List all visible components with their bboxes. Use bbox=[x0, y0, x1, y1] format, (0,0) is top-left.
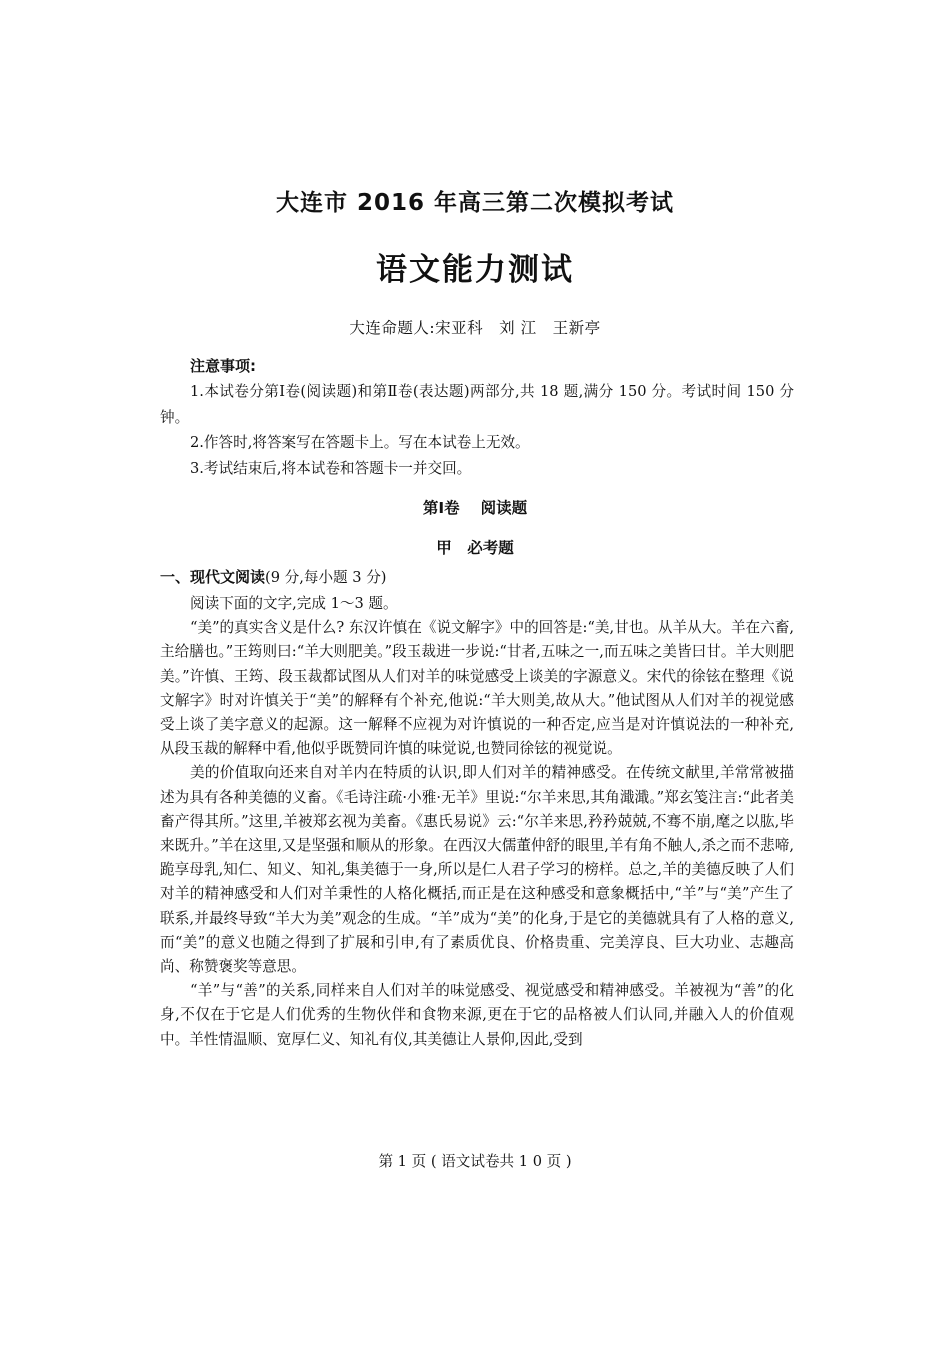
passage-paragraph: “羊”与“善”的关系,同样来自人们对羊的味觉感受、视觉感受和精神感受。羊被视为“善”的化身,不仅在于它是人们优秀的生物伙伴和食物来源,更在于它的品格被人们认同,并融入人的价值观中。羊性情温顺、宽厚仁义、知礼有仪,其美德让人景仰,因此,受到 bbox=[160, 982, 794, 1048]
question-label: 一、现代文阅读 bbox=[160, 568, 266, 586]
notice-list bbox=[160, 379, 794, 481]
passage bbox=[160, 592, 794, 1052]
notice-item: 1.本试卷分第Ⅰ卷(阅读题)和第Ⅱ卷(表达题)两部分,共 18 题,满分 150 分。考试时间 150 分钟。 bbox=[160, 383, 794, 426]
question-instruction: 阅读下面的文字,完成 1～3 题。 bbox=[190, 595, 398, 612]
notice-heading: 注意事项: bbox=[190, 357, 256, 375]
notice-item: 2.作答时,将答案写在答题卡上。写在本试卷上无效。 bbox=[190, 434, 530, 451]
exam-title: 大连市 2016 年高三第二次模拟考试 bbox=[275, 190, 675, 216]
subject-title: 语文能力测试 bbox=[376, 252, 574, 288]
passage-paragraph: 美的价值取向还来自对羊内在特质的认识,即人们对羊的精神感受。在传统文献里,羊常常被描述为具有各种美德的义畜。《毛诗注疏·小雅·无羊》里说:“尔羊来思,其角濈濈。”郑玄笺注言:“此者美畜产得其所。”这里,羊被郑玄视为美畜。《惠氏易说》云:“尔羊来思,矜矜兢兢,不骞不崩,麾之以肱,毕来既升。”羊在这里,又是坚强和顺从的形象。在西汉大儒董仲舒的眼里,羊有角不触人,杀之而不悲啼,跪享母乳,知仁、知义、知礼,集美德于一身,所以是仁人君子学习的榜样。总之,羊的美德反映了人们对羊的精神感受和人们对羊秉性的人格化概括,而正是在这种感受和意象概括中,“羊”与“美”产生了联系,并最终导致“羊大为美”观念的生成。“羊”成为“美”的化身,于是它的美德就具有了人格的意义,而“美”的意义也随之得到了扩展和引申,有了素质优良、价格贵重、完美淳良、巨大功业、志趣高尚、称赞褒奖等意思。 bbox=[160, 764, 794, 976]
part-subtitle: 甲 必考题 bbox=[436, 539, 514, 557]
passage-paragraph: “美”的真实含义是什么? 东汉许慎在《说文解字》中的回答是:“美,甘也。从羊从大。羊在六畜,主给膳也。”王筠则曰:“羊大则肥美。”段玉裁进一步说:“甘者,五味之一,而五味之美皆曰甘。羊大则肥美。”许慎、王筠、段玉裁都试图从人们对羊的味觉感受上谈美的字源意义。宋代的徐铉在整理《说文解字》时对许慎关于“美”的解释有个补充,他说:“羊大则美,故从大。”他试图从人们对羊的视觉感受上谈了美字意义的起源。这一解释不应视为对许慎说的一种否定,应当是对许慎说法的一种补充,从段玉裁的解释中看,他似乎既赞同许慎的味觉说,也赞同徐铉的视觉说。 bbox=[160, 619, 794, 758]
part-title: 第Ⅰ卷 阅读题 bbox=[422, 499, 528, 517]
authors-line: 大连命题人:宋亚科 刘 江 王新亭 bbox=[349, 319, 601, 337]
page-footer: 第 1 页 ( 语文试卷共 1 0 页 ) bbox=[378, 1153, 572, 1170]
question-score: (9 分,每小题 3 分) bbox=[265, 569, 387, 586]
notice-item: 3.考试结束后,将本试卷和答题卡一并交回。 bbox=[190, 459, 472, 477]
question-heading bbox=[160, 566, 387, 587]
